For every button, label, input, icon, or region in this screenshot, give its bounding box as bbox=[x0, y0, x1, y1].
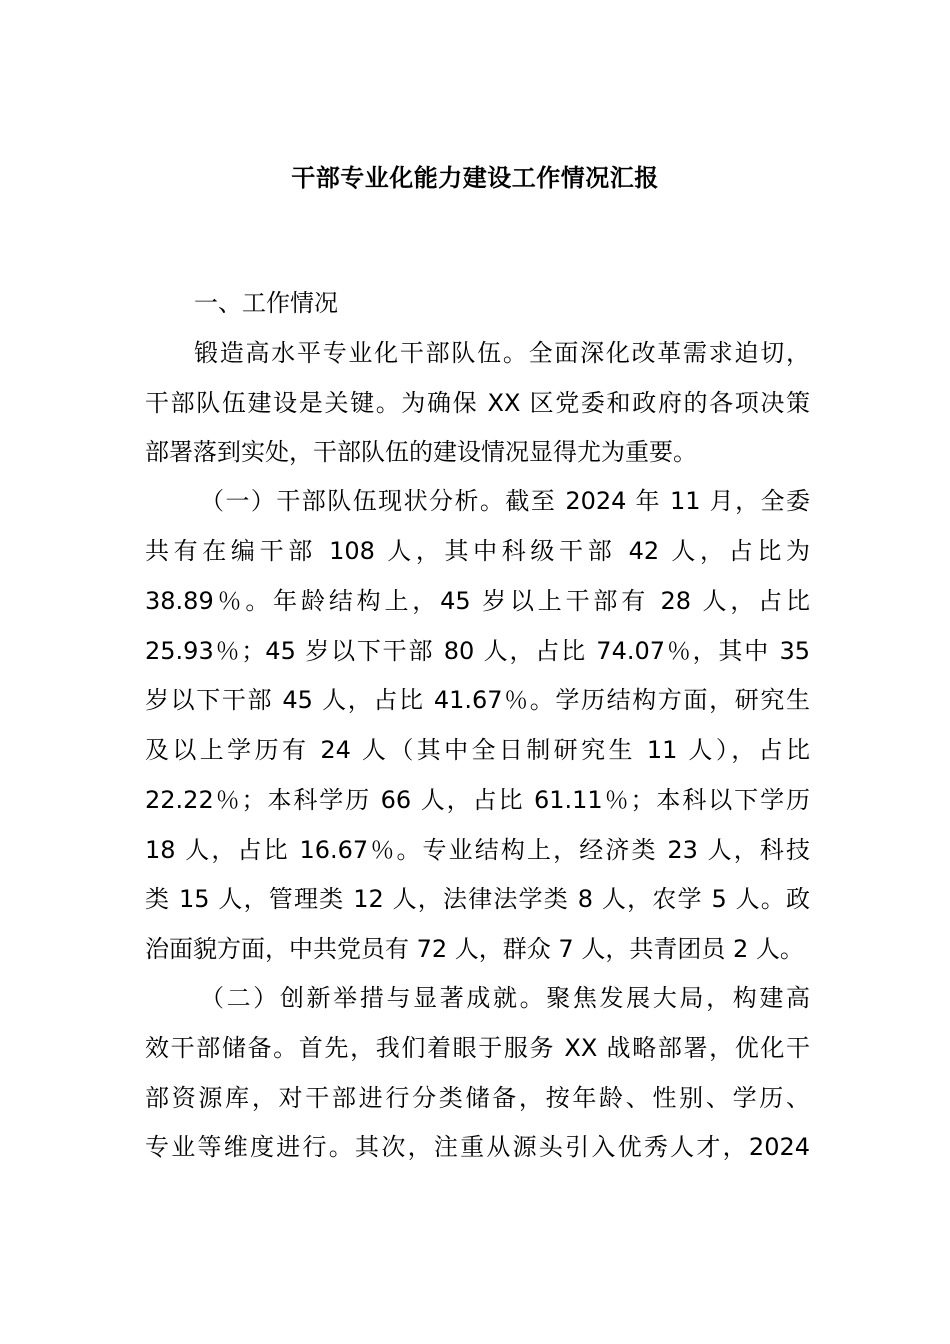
paragraph-line: 部资源库，对干部进行分类储备，按年龄、性别、学历、 bbox=[145, 1084, 810, 1112]
paragraph-line: 共有在编干部 108 人，其中科级干部 42 人，占比为 bbox=[145, 537, 810, 565]
paragraph-line: 岁以下干部 45 人，占比 41.67％。学历结构方面，研究生 bbox=[145, 686, 810, 714]
paragraph-line: 18 人，占比 16.67％。专业结构上，经济类 23 人，科技 bbox=[145, 836, 810, 864]
paragraph-line: 及以上学历有 24 人（其中全日制研究生 11 人），占比 bbox=[145, 736, 810, 764]
paragraph-line: 25.93％；45 岁以下干部 80 人，占比 74.07％，其中 35 bbox=[145, 637, 810, 665]
section-heading: 一、工作情况 bbox=[194, 289, 338, 317]
paragraph-line: 22.22％；本科学历 66 人，占比 61.11％；本科以下学历 bbox=[145, 786, 810, 814]
paragraph-line: 专业等维度进行。其次，注重从源头引入优秀人才，2024 bbox=[145, 1133, 810, 1161]
paragraph-line: 锻造高水平专业化干部队伍。全面深化改革需求迫切， bbox=[194, 339, 810, 367]
paragraph-line: （一）干部队伍现状分析。截至 2024 年 11 月，全委 bbox=[200, 487, 810, 515]
paragraph-line: 治面貌方面，中共党员有 72 人，群众 7 人，共青团员 2 人。 bbox=[145, 935, 804, 963]
paragraph-line: （二）创新举措与显著成就。聚焦发展大局，构建高 bbox=[200, 984, 810, 1012]
paragraph-line: 类 15 人，管理类 12 人，法律法学类 8 人，农学 5 人。政 bbox=[145, 885, 810, 913]
paragraph-line: 38.89％。年龄结构上，45 岁以上干部有 28 人，占比 bbox=[145, 587, 810, 615]
paragraph-line: 效干部储备。首先，我们着眼于服务 XX 战略部署，优化干 bbox=[145, 1034, 810, 1062]
paragraph-line: 部署落到实处，干部队伍的建设情况显得尤为重要。 bbox=[145, 438, 697, 466]
document-title: 干部专业化能力建设工作情况汇报 bbox=[291, 164, 659, 192]
paragraph-line: 干部队伍建设是关键。为确保 XX 区党委和政府的各项决策 bbox=[145, 389, 810, 417]
